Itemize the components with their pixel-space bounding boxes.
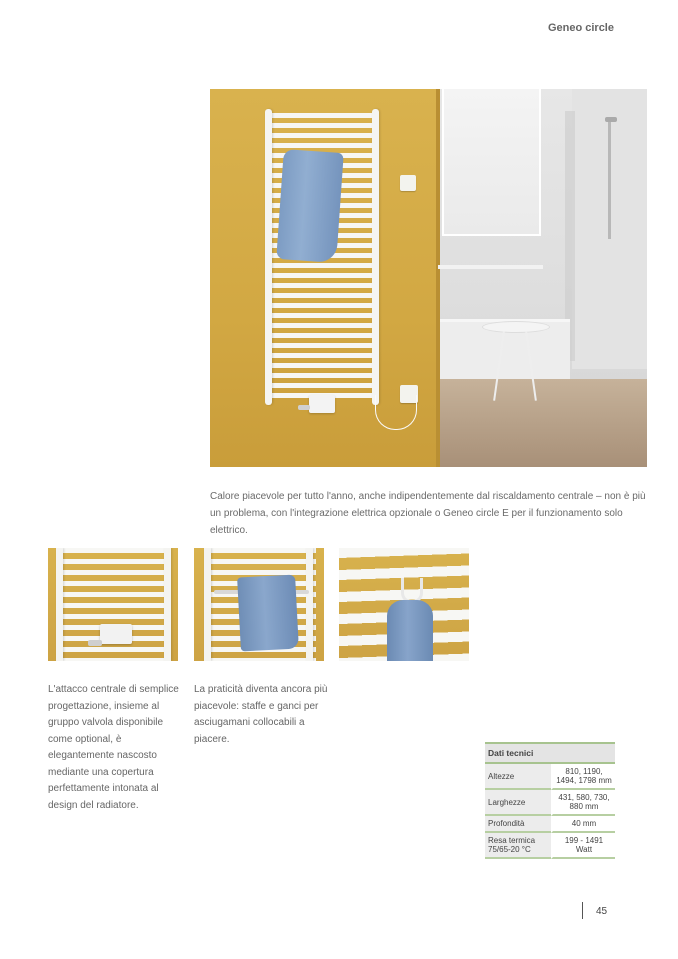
central-connection-cover [100, 624, 132, 644]
detail-photo-connection [48, 548, 178, 661]
spec-value: 40 mm [551, 816, 615, 833]
spec-label: Altezze [485, 764, 551, 790]
photo-side-table [482, 321, 550, 333]
photo-shower-pipe [608, 119, 611, 239]
photo-window [442, 89, 541, 236]
photo-window-sill [438, 265, 543, 269]
spec-label: Larghezze [485, 790, 551, 816]
spec-value: 431, 580, 730, 880 mm [551, 790, 615, 816]
radiator-rail [204, 548, 211, 661]
radiator-rail-left [265, 109, 272, 405]
photo-floor [440, 379, 647, 467]
blue-towel [387, 600, 433, 661]
central-connection-cover [309, 395, 335, 413]
radiator-rail [306, 548, 313, 661]
table-row [485, 816, 615, 833]
table-row [485, 833, 615, 859]
radiator-rail [56, 548, 63, 661]
spec-label: Resa termica 75/65-20 °C [485, 833, 551, 859]
spec-value: 199 - 1491 Watt [551, 833, 615, 859]
table-row [485, 790, 615, 816]
radiator-rail [164, 548, 171, 661]
photo-shower-head [605, 117, 617, 122]
blue-towel [276, 149, 344, 263]
main-photo-caption: Calore piacevole per tutto l'anno, anche indipendentemente dal riscaldamento centrale – non è più un problema, con l'integrazione elettrica opzionale o Geneo circle E per il funzionamento solo elettrico. [210, 491, 646, 536]
wall-switch [400, 175, 416, 191]
detail-photo-towel-hook [339, 548, 469, 661]
technical-data-table [485, 742, 615, 859]
detail-photo-towel-bar [194, 548, 324, 661]
page-number: 45 [596, 906, 608, 917]
spec-value: 810, 1190, 1494, 1798 mm [551, 764, 615, 790]
spec-label: Profondità [485, 816, 551, 833]
table-title: Dati tecnici [485, 742, 615, 764]
table-row [485, 764, 615, 790]
section-title: Geneo circle [547, 22, 614, 34]
detail-caption-connection: L'attacco centrale di semplice progettazione, insieme al gruppo valvola disponibile come optional, è elegantemente nascosto mediante una copertura perfettamente intonata al design del radiatore. [48, 684, 179, 811]
main-product-photo [210, 89, 647, 467]
valve-knob [298, 405, 310, 410]
radiator-bars [58, 548, 170, 661]
page-number-divider [582, 902, 583, 919]
blue-towel [237, 575, 299, 652]
valve-knob [88, 640, 102, 646]
radiator-rail-right [372, 109, 379, 405]
detail-caption-accessories: La praticità diventa ancora più piacevole: staffe e ganci per asciugamani collocabili a piacere. [194, 684, 328, 745]
